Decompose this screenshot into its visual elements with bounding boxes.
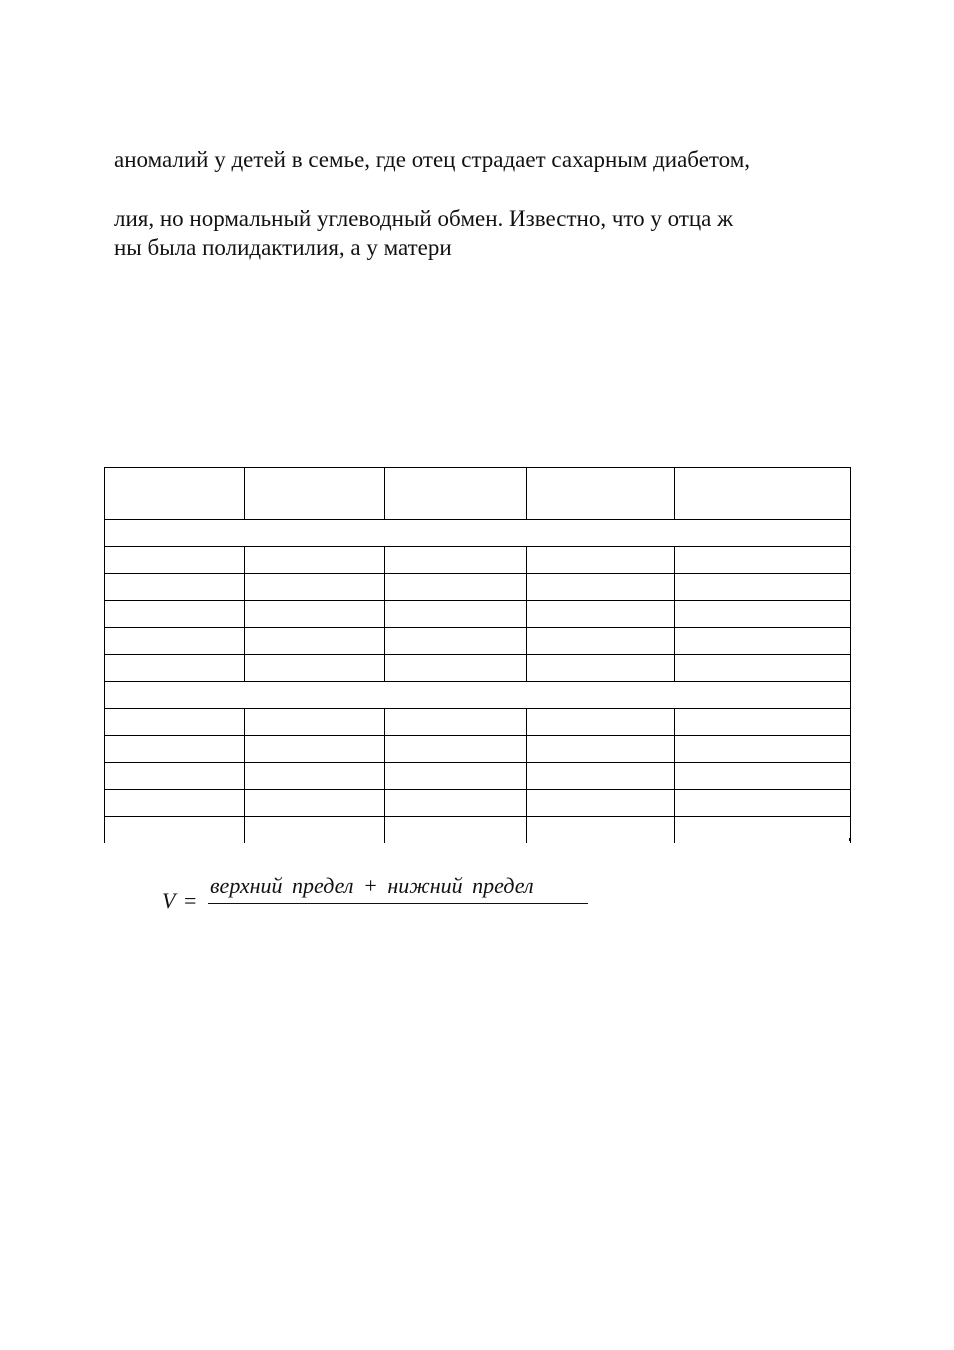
table-cell <box>675 736 851 763</box>
table-header-cell <box>527 468 675 520</box>
formula-variable: V <box>162 888 176 913</box>
table-cell <box>245 574 385 601</box>
table-header-cell <box>675 468 851 520</box>
table-cell <box>385 790 527 817</box>
table-row <box>105 574 851 601</box>
table-header-cell <box>105 468 245 520</box>
formula-fraction-bar <box>208 903 588 904</box>
table-row <box>105 547 851 574</box>
table-cell <box>385 817 527 844</box>
table-cell <box>527 628 675 655</box>
table-cell <box>527 655 675 682</box>
table-header-row <box>105 468 851 520</box>
table-section-cell <box>105 682 851 709</box>
table-cell <box>527 817 675 844</box>
table-cell <box>105 709 245 736</box>
table-cell <box>105 628 245 655</box>
table-cell <box>245 736 385 763</box>
table-cell <box>105 574 245 601</box>
table-cell <box>385 736 527 763</box>
table-cell <box>385 601 527 628</box>
table-row <box>105 709 851 736</box>
table-cell <box>245 763 385 790</box>
table-cell <box>245 709 385 736</box>
table-cell <box>245 655 385 682</box>
table-header-cell <box>385 468 527 520</box>
table-cell <box>527 763 675 790</box>
table-row <box>105 736 851 763</box>
table-right-edge-tick <box>849 838 850 841</box>
table-row <box>105 790 851 817</box>
table-cell <box>385 709 527 736</box>
table-cell <box>385 763 527 790</box>
table-cell <box>675 817 851 844</box>
table-cell <box>385 628 527 655</box>
table-cell <box>245 628 385 655</box>
table-cell <box>105 655 245 682</box>
table-cell <box>675 790 851 817</box>
table-section-row <box>105 520 851 547</box>
table-cell <box>675 547 851 574</box>
table-row <box>105 763 851 790</box>
formula-equals-sign: = <box>184 888 197 913</box>
table-row <box>105 628 851 655</box>
paragraph-line-3: ны была полидактилия, а у матери <box>114 235 452 260</box>
table-row <box>105 601 851 628</box>
midpoint-formula <box>162 870 602 920</box>
table-cell <box>675 601 851 628</box>
table-section-row <box>105 682 851 709</box>
table-cell <box>675 655 851 682</box>
table-cell <box>527 601 675 628</box>
table-cell <box>675 574 851 601</box>
table-cell <box>385 574 527 601</box>
table-cell <box>245 547 385 574</box>
table-cell <box>527 574 675 601</box>
table-cell <box>385 547 527 574</box>
table-cell <box>675 628 851 655</box>
table-row <box>105 817 851 844</box>
table-cell <box>245 601 385 628</box>
table-cell <box>245 790 385 817</box>
table-cell <box>105 817 245 844</box>
table-row <box>105 655 851 682</box>
table-cell <box>105 790 245 817</box>
table-cell <box>675 763 851 790</box>
table-cell <box>527 709 675 736</box>
table-cell <box>105 763 245 790</box>
table-header-cell <box>245 468 385 520</box>
paragraph-line-1: аномалий у детей в семье, где отец страдает сахарным диабетом, <box>114 147 751 172</box>
table-cell <box>527 736 675 763</box>
table-cell <box>245 817 385 844</box>
table-cell <box>385 655 527 682</box>
table-left-edge-tick <box>104 838 105 841</box>
data-table <box>104 467 851 843</box>
table-cell <box>527 790 675 817</box>
table-cell <box>105 601 245 628</box>
table-cell <box>105 736 245 763</box>
table-cell <box>105 547 245 574</box>
table-cell <box>675 709 851 736</box>
table-cell <box>527 547 675 574</box>
paragraph-line-2: лия, но нормальный углеводный обмен. Известно, что у отца ж <box>114 206 734 231</box>
formula-numerator: верхний предел + нижний предел <box>210 873 534 898</box>
table-section-cell <box>105 520 851 547</box>
